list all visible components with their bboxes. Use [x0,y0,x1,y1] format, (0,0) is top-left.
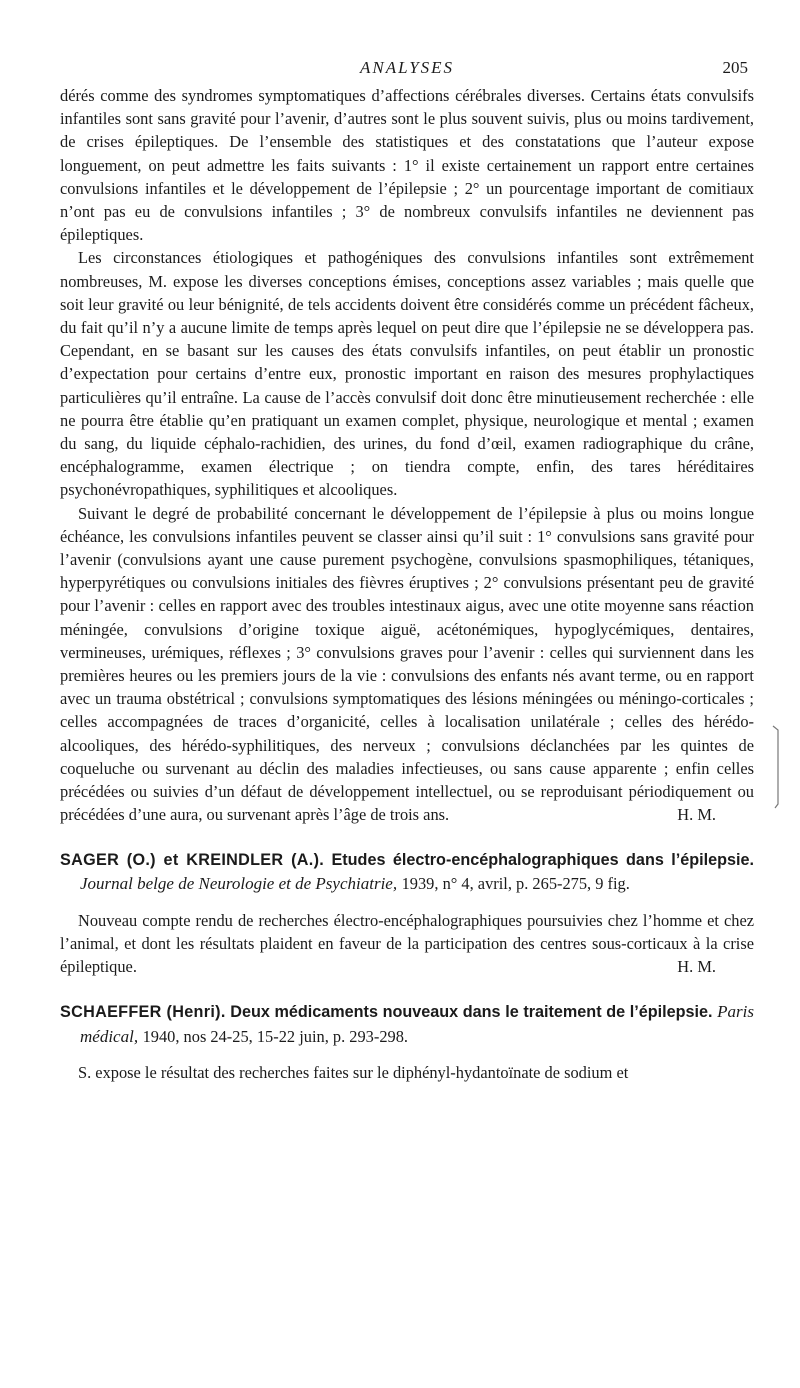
entry-title: Etudes électro-encéphalographiques dans l’épilepsie. [331,850,755,869]
entry-authors: SCHAEFFER (Henri). [60,1003,226,1022]
review-paragraph: dérés comme des syndromes symptomatiques d’affections cérébrales diverses. Certains états convulsifs infantiles sont sans gravité pour l’avenir, d’autres sont le plus souvent suivis, plus ou moins tardivement, de crises épileptiques. De l’ensemble des statistiques et des constatations que l’auteur expose longuement, on peut admettre les faits suivants : 1° il existe certainement un rapport entre certaines convulsions infantiles et le développement de l’épilepsie ; 2° un pourcentage important de comitiaux n’ont pas eu de convulsions infantiles ; 3° de nombreux convulsifs infantiles ne deviennent pas épileptiques. [60,86,754,245]
review-paragraph [60,502,754,827]
continued-review [60,84,754,827]
entry-body [60,909,754,979]
entry-citation [60,849,754,897]
margin-bracket-mark [772,724,782,810]
entry-reference: 1939, n° 4, avril, p. 265-275, 9 fig. [401,874,630,893]
entry-citation [60,1000,754,1049]
entry-journal: Journal belge de Neurologie et de Psychiatrie, [80,874,398,893]
running-title: ANALYSES [359,58,455,77]
entry-authors: SAGER (O.) et KREINDLER (A.). [60,850,325,869]
review-paragraph-text: Suivant le degré de probabilité concernant le développement de l’épilepsie à plus ou moins longue échéance, les convulsions infantiles peuvent se classer ainsi qu’il suit : 1° convulsions sans gravité pour l’avenir (convulsions ayant une cause purement psychogène, convulsions spasmophiliques, tétaniques, hyperpyrétiques ou convulsions initiales des fièvres éruptives ; 2° convulsions présentant peu de gravité pour l’avenir : celles en rapport avec des troubles intestinaux aigus, avec une otite moyenne sans réaction méningée, convulsions d’origine toxique aiguë, acétonémiques, hypoglycémiques, dentaires, vermineuses, urémiques, réflexes ; 3° convulsions graves pour l’avenir : celles qui surviennent dans les premières heures ou les premiers jours de la vie : convulsions des enfants nés avant terme, ou en rapport avec un trauma obstétrical ; convulsions symptomatiques des lésions méningées ou méningo-corticales ; celles accompagnées de traces d’organicité, celles à localisation unilatérale ; celles des hérédo-alcooliques, des hérédo-syphilitiques, des nerveux ; convulsions déclanchées par les quintes de coqueluche ou survenant au déclin des maladies infectieuses, ou sans cause apparente ; enfin celles précédées ou suivies d’un défaut de développement intellectuel, ou se reproduisant périodiquement ou précédées d’une aura, ou survenant après l’âge de trois ans. [60,503,754,825]
entry-journal: Paris médical, [80,1002,755,1046]
journal-page [60,58,754,1084]
entry-title: Deux médicaments nouveaux dans le traitement de l’épilepsie. [230,1003,713,1022]
running-head [60,58,754,84]
page-number: 205 [722,58,748,77]
entry-body: S. expose le résultat des recherches faites sur le diphényl-hydantoïnate de sodium et [78,1063,629,1083]
review-entry-schaeffer [60,1000,754,1084]
review-entry-sager [60,849,754,979]
review-signature: H. M. [677,805,716,825]
entry-signature: H. M. [677,956,716,976]
entry-body-text: Nouveau compte rendu de recherches électro-encéphalographiques poursuivies chez l’homme et chez l’animal, et dont les résultats plaident en faveur de la participation des centres sous-corticaux à la crise épileptique. [60,910,754,976]
review-paragraph: Les circonstances étiologiques et pathogéniques des convulsions infantiles sont extrêmement nombreuses, M. expose les diverses conceptions émises, conceptions assez variables ; mais quelle que soit leur gravité ou leur bénignité, de tels accidents doivent être considérés comme un précédent fâcheux, du fait qu’il n’y a aucune limite de temps après lequel on peut dire que l’épilepsie ne se développera pas. Cependant, en se basant sur les causes des états convulsifs infantiles, on peut établir un pronostic d’expectation pour certains d’entre eux, pronostic important en raison des mesures prophylactiques particulières qu’il entraîne. La cause de l’accès convulsif doit donc être minutieusement recherchée : elle ne pourra être établie qu’en pratiquant un examen complet, physique, neurologique et mental ; examen du sang, du liquide céphalo-rachidien, des urines, du fond d’œil, examen radiographique du crâne, encéphalogramme, examen électrique ; on tiendra compte, enfin, des tares héréditaires psychonévropathiques, syphilitiques et alcooliques. [60,248,754,500]
entry-reference: 1940, nos 24-25, 15-22 juin, p. 293-298. [142,1026,409,1046]
